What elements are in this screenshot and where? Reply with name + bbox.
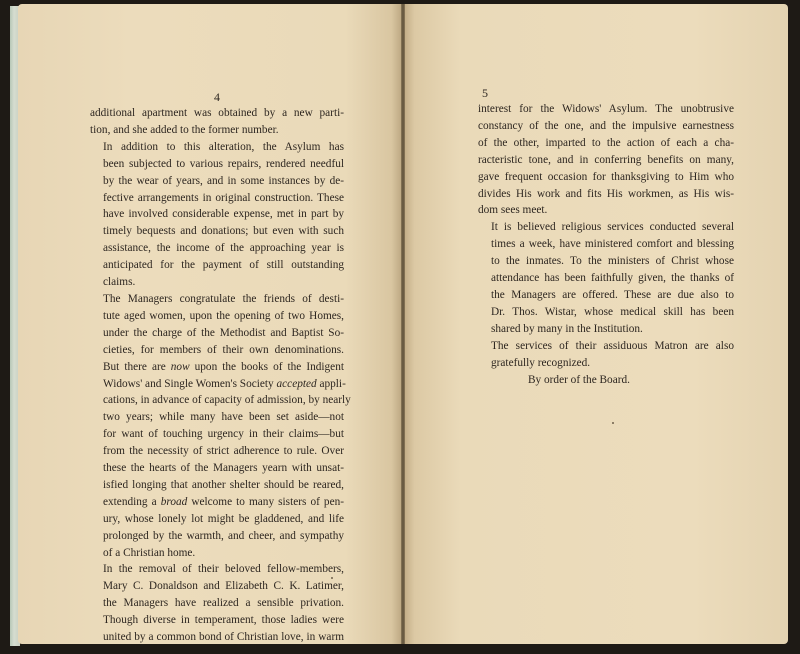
text-line: under the charge of the Methodist and Baptist So-: [103, 326, 344, 339]
emphasis-now: now: [170, 360, 190, 373]
text-line: cations, in advance of capacity of admission, by nearly: [103, 394, 351, 407]
text-run: But there are: [103, 360, 171, 373]
text-line: been subjected to various repairs, rendered needful: [103, 157, 344, 170]
text-run: Widows' and Single Women's Society: [103, 377, 277, 390]
text-line: gratefully recognized.: [491, 356, 591, 369]
text-run: welcome to many sisters of pen-: [187, 495, 344, 508]
paper-speck: [612, 422, 614, 424]
text-line: tute aged women, upon the opening of two Homes,: [103, 309, 344, 322]
right-paragraph-2: [478, 219, 734, 337]
signature-line: By order of the Board.: [528, 373, 630, 386]
text-line: to the inmates. To the ministers of Christ whose: [491, 255, 734, 268]
left-page: [18, 4, 403, 644]
right-paragraph-3: [478, 338, 734, 372]
text-line: of the other, imparted to the action of each a cha-: [478, 136, 734, 149]
text-run: appli-: [316, 377, 346, 390]
text-line: prolonged by the warmth, and cheer, and sympathy: [103, 529, 344, 542]
text-line: attendance has been faithfully given, the thanks of: [491, 272, 734, 285]
text-line: racteristic tone, and in conferring benefits on many,: [478, 153, 734, 166]
left-paragraph-3: [90, 291, 351, 562]
text-line: Dr. Thos. Wistar, whose medical skill has been: [491, 305, 734, 318]
text-line: assistance, the income of the approaching year is: [103, 242, 344, 255]
text-line: In the removal of their beloved fellow-members,: [103, 563, 344, 576]
right-page-number: 5: [482, 86, 489, 100]
text-line: times a week, have ministered comfort and blessing: [491, 238, 734, 251]
text-line: interest for the Widows' Asylum. The unobtrusive: [478, 103, 734, 115]
left-paragraph-1: [90, 105, 344, 139]
text-line: timely bequests and donations; but even with such: [103, 225, 344, 238]
book-gutter: [401, 4, 405, 644]
text-run: extending a: [103, 495, 161, 508]
text-line: The Managers congratulate the friends of desti-: [103, 292, 344, 305]
text-line: of a Christian home.: [103, 546, 196, 559]
text-line: cieties, for members of their own denominations.: [103, 343, 344, 356]
text-run: upon the books of the Indigent: [189, 360, 344, 373]
text-line: gave frequent occasion for thanksgiving to Him who: [478, 170, 734, 183]
paper-speck: [331, 577, 333, 579]
text-line: ury, whose lonely lot might be gladdened, and life: [103, 512, 344, 525]
text-line: isfied longing that another shelter should be reared,: [103, 478, 344, 491]
book-spread: [18, 4, 788, 644]
text-line: these the hearts of the Managers yearn with unsat-: [103, 462, 344, 475]
text-line-broad: [90, 494, 344, 511]
text-line: the Managers are offered. These are due also to: [491, 288, 734, 301]
text-line: for want of touching urgency in their claims—but: [103, 428, 344, 441]
text-line: additional apartment was obtained by a new parti-: [90, 107, 344, 119]
text-line: In addition to this alteration, the Asylum has: [103, 140, 344, 153]
left-page-text: [90, 105, 351, 644]
text-line: The services of their assiduous Matron are also: [491, 339, 734, 352]
text-line: claims.: [103, 276, 136, 289]
text-line: have involved considerable expense, met in part by: [103, 208, 344, 221]
right-page-text: [478, 101, 734, 388]
left-paragraph-4: [90, 561, 344, 644]
text-line: shared by many in the Institution.: [491, 322, 643, 335]
text-line: dom sees meet.: [478, 204, 548, 217]
text-line: Mary C. Donaldson and Elizabeth C. K. Latimer,: [103, 580, 344, 593]
text-line: divides His work and fits His workmen, as His wis-: [478, 187, 734, 200]
text-line: fective arrangements in original construction. These: [103, 191, 344, 204]
right-paragraph-1: [478, 101, 734, 219]
text-line: It is believed religious services conducted several: [491, 221, 734, 234]
right-page: [403, 4, 788, 644]
text-line: Though diverse in temperament, those ladies were: [103, 614, 344, 627]
text-line: united by a common bond of Christian love, in warm: [103, 631, 344, 644]
text-line-now: [90, 359, 344, 376]
left-paragraph-2: [90, 139, 344, 291]
text-line: from the necessity of strict adherence to rule. Over: [103, 445, 344, 458]
text-line: two years; while many have been set aside—not: [103, 411, 344, 424]
text-line: constancy of the one, and the impulsive earnestness: [478, 119, 734, 132]
text-line: the Managers have realized a sensible privation.: [103, 597, 344, 610]
text-line-accepted: [90, 376, 344, 393]
text-line: anticipated for the payment of still outstanding: [103, 259, 344, 272]
text-line: tion, and she added to the former number.: [90, 123, 279, 136]
emphasis-accepted: accepted: [276, 377, 317, 390]
left-page-number: 4: [214, 90, 221, 104]
text-line: by the wear of years, and in some instances by de-: [103, 174, 344, 187]
emphasis-broad: broad: [160, 495, 188, 508]
